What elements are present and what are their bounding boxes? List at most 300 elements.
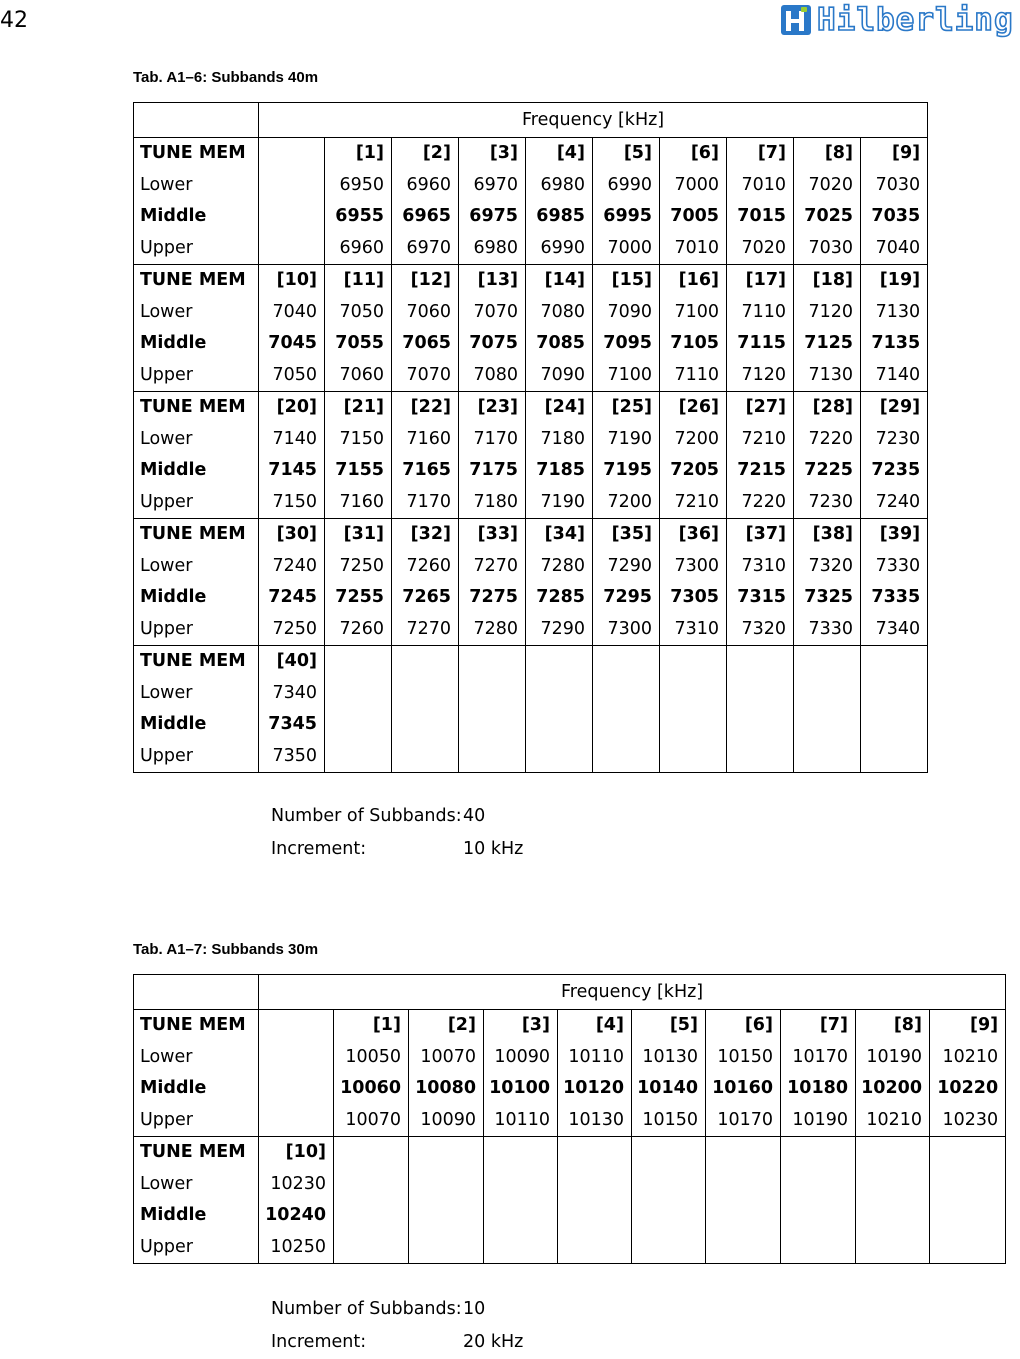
upper-freq: 7260 bbox=[339, 618, 384, 639]
tune-mem-index: [1] bbox=[355, 143, 384, 163]
row-label: Middle bbox=[140, 333, 207, 353]
subband-cell bbox=[706, 1010, 781, 1137]
table-30m-caption: Tab. A1–7: Subbands 30m bbox=[133, 941, 319, 958]
tune-mem-index: [26] bbox=[678, 397, 719, 417]
upper-freq: 6970 bbox=[406, 237, 451, 258]
row-label: Middle bbox=[140, 206, 207, 226]
subband-cell bbox=[459, 265, 526, 392]
middle-freq bbox=[794, 709, 860, 741]
middle-freq bbox=[558, 1200, 631, 1232]
middle-freq: 10080 bbox=[415, 1078, 476, 1098]
upper-freq: 7160 bbox=[339, 491, 384, 512]
tune-mem-index: [22] bbox=[410, 397, 451, 417]
subband-cell bbox=[727, 646, 794, 773]
upper-freq bbox=[706, 1232, 780, 1264]
lower-freq bbox=[781, 1169, 855, 1201]
tune-mem-index: [31] bbox=[343, 524, 384, 544]
middle-freq: 7105 bbox=[670, 333, 719, 353]
upper-freq: 10210 bbox=[866, 1109, 922, 1130]
upper-freq bbox=[593, 741, 659, 773]
upper-freq: 7230 bbox=[808, 491, 853, 512]
tune-mem-index: [19] bbox=[879, 270, 921, 290]
row-label: Lower bbox=[140, 555, 193, 576]
tune-mem-index: [5] bbox=[623, 143, 652, 163]
subband-cell bbox=[794, 265, 861, 392]
lower-freq: 7130 bbox=[875, 301, 921, 322]
table-40m bbox=[133, 102, 928, 773]
tune-mem-index: [27] bbox=[745, 397, 786, 417]
lower-freq bbox=[856, 1169, 929, 1201]
upper-freq bbox=[660, 741, 726, 773]
table-30m bbox=[133, 974, 1006, 1264]
row-label: Upper bbox=[140, 745, 193, 766]
upper-freq: 7060 bbox=[339, 364, 384, 385]
subband-cell bbox=[930, 1010, 1006, 1137]
subband-cell bbox=[409, 1010, 484, 1137]
subband-group-row bbox=[134, 392, 928, 519]
subband-cell bbox=[861, 138, 928, 265]
subband-cell bbox=[660, 392, 727, 519]
middle-freq: 7185 bbox=[536, 460, 585, 480]
subband-cell bbox=[660, 519, 727, 646]
lower-freq bbox=[930, 1169, 1005, 1201]
tune-mem-index bbox=[593, 646, 659, 678]
tune-mem-index bbox=[409, 1137, 483, 1169]
upper-freq bbox=[727, 741, 793, 773]
subband-cell bbox=[781, 1137, 856, 1264]
middle-freq: 7085 bbox=[536, 333, 585, 353]
upper-freq: 10130 bbox=[568, 1109, 624, 1130]
subband-cell bbox=[593, 646, 660, 773]
tune-mem-index: [30] bbox=[276, 524, 317, 544]
middle-freq: 7075 bbox=[469, 333, 518, 353]
subband-cell bbox=[593, 138, 660, 265]
lower-freq: 6960 bbox=[406, 174, 451, 195]
lower-freq: 6970 bbox=[473, 174, 518, 195]
subband-cell bbox=[558, 1137, 632, 1264]
row-label: TUNE MEM bbox=[140, 143, 246, 163]
lower-freq: 7240 bbox=[272, 555, 317, 576]
middle-freq: 10160 bbox=[712, 1078, 773, 1098]
subband-cell bbox=[593, 392, 660, 519]
row-label: Lower bbox=[140, 301, 193, 322]
middle-freq: 10100 bbox=[489, 1078, 550, 1098]
row-label: Lower bbox=[140, 174, 193, 195]
upper-freq: 7080 bbox=[473, 364, 518, 385]
tune-mem-index bbox=[325, 646, 391, 678]
lower-freq: 7200 bbox=[674, 428, 719, 449]
upper-freq: 7170 bbox=[406, 491, 451, 512]
subband-cell bbox=[727, 519, 794, 646]
row-label: TUNE MEM bbox=[140, 397, 246, 417]
tune-mem-index: [24] bbox=[544, 397, 585, 417]
middle-freq bbox=[727, 709, 793, 741]
lower-freq bbox=[259, 1042, 333, 1074]
row-label: Middle bbox=[140, 714, 207, 734]
row-label: TUNE MEM bbox=[140, 270, 246, 290]
middle-freq: 7225 bbox=[804, 460, 853, 480]
lower-freq: 7270 bbox=[473, 555, 518, 576]
middle-freq: 7145 bbox=[268, 460, 317, 480]
header-row bbox=[134, 103, 928, 138]
subband-cell bbox=[459, 646, 526, 773]
upper-freq: 10110 bbox=[494, 1109, 550, 1130]
subband-cell bbox=[930, 1137, 1006, 1264]
lower-freq: 7110 bbox=[741, 301, 786, 322]
lower-freq bbox=[392, 678, 458, 710]
upper-freq: 7070 bbox=[406, 364, 451, 385]
tune-mem-index bbox=[558, 1137, 631, 1169]
upper-freq: 7120 bbox=[741, 364, 786, 385]
middle-freq: 7205 bbox=[670, 460, 719, 480]
tune-mem-index bbox=[660, 646, 726, 678]
tune-mem-index bbox=[781, 1137, 855, 1169]
tune-mem-index: [33] bbox=[477, 524, 518, 544]
subband-cell bbox=[861, 392, 928, 519]
lower-freq: 7190 bbox=[607, 428, 652, 449]
increment-value: 20 kHz bbox=[463, 1332, 524, 1352]
upper-freq: 7300 bbox=[607, 618, 652, 639]
middle-freq: 7275 bbox=[469, 587, 518, 607]
upper-freq: 7340 bbox=[875, 618, 921, 639]
tune-mem-index: [9] bbox=[891, 143, 921, 163]
subband-cell bbox=[259, 646, 325, 773]
lower-freq: 10210 bbox=[942, 1046, 999, 1067]
subband-count-label: Number of Subbands: bbox=[271, 1299, 462, 1319]
tune-mem-index: [17] bbox=[745, 270, 786, 290]
middle-freq: 6975 bbox=[469, 206, 518, 226]
tune-mem-index: [21] bbox=[343, 397, 384, 417]
lower-freq: 6950 bbox=[339, 174, 384, 195]
lower-freq bbox=[484, 1169, 557, 1201]
tune-mem-index bbox=[459, 646, 525, 678]
tune-mem-index: [11] bbox=[343, 270, 384, 290]
header-blank-cell bbox=[134, 975, 259, 1010]
upper-freq: 7350 bbox=[272, 745, 317, 766]
subband-group-row bbox=[134, 646, 928, 773]
middle-freq: 10180 bbox=[787, 1078, 848, 1098]
middle-freq bbox=[259, 201, 324, 233]
upper-freq: 7330 bbox=[808, 618, 853, 639]
upper-freq bbox=[259, 233, 324, 265]
tune-mem-index bbox=[484, 1137, 557, 1169]
tune-mem-index: [40] bbox=[276, 651, 317, 671]
lower-freq: 6990 bbox=[607, 174, 652, 195]
subband-cell bbox=[558, 1010, 632, 1137]
row-label: Lower bbox=[140, 1173, 193, 1194]
middle-freq: 7175 bbox=[469, 460, 518, 480]
lower-freq: 10130 bbox=[642, 1046, 698, 1067]
row-label: TUNE MEM bbox=[140, 524, 246, 544]
middle-freq bbox=[259, 1073, 333, 1105]
header-row bbox=[134, 975, 1006, 1010]
tune-mem-index: [28] bbox=[812, 397, 853, 417]
lower-freq bbox=[526, 678, 592, 710]
row-label: Upper bbox=[140, 1236, 193, 1257]
middle-freq: 10140 bbox=[637, 1078, 698, 1098]
upper-freq: 7050 bbox=[272, 364, 317, 385]
tune-mem-index: [10] bbox=[276, 270, 317, 290]
subband-count-value: 40 bbox=[463, 806, 486, 826]
row-label: Upper bbox=[140, 237, 193, 258]
row-label: Middle bbox=[140, 1205, 207, 1225]
subband-cell bbox=[794, 392, 861, 519]
upper-freq bbox=[930, 1232, 1005, 1264]
subband-cell bbox=[660, 265, 727, 392]
lower-freq: 7290 bbox=[607, 555, 652, 576]
table-30m-summary bbox=[271, 1293, 523, 1359]
frequency-header: Frequency [kHz] bbox=[259, 975, 1006, 1010]
subband-group-row bbox=[134, 138, 928, 265]
middle-freq: 7055 bbox=[335, 333, 384, 353]
increment-label: Increment: bbox=[271, 1332, 367, 1352]
tune-mem-index: [2] bbox=[447, 1015, 476, 1035]
lower-freq: 10090 bbox=[494, 1046, 550, 1067]
upper-freq: 6980 bbox=[473, 237, 518, 258]
upper-freq: 7310 bbox=[674, 618, 719, 639]
middle-freq: 7325 bbox=[804, 587, 853, 607]
middle-freq bbox=[392, 709, 458, 741]
subband-cell bbox=[325, 265, 392, 392]
subband-cell bbox=[334, 1137, 409, 1264]
middle-freq: 10120 bbox=[563, 1078, 624, 1098]
frequency-header: Frequency [kHz] bbox=[259, 103, 928, 138]
row-label: Upper bbox=[140, 1109, 193, 1130]
subband-count-value: 10 bbox=[463, 1299, 486, 1319]
tune-mem-index: [37] bbox=[745, 524, 786, 544]
upper-freq: 10190 bbox=[792, 1109, 848, 1130]
upper-freq: 7040 bbox=[875, 237, 921, 258]
middle-freq: 6955 bbox=[335, 206, 384, 226]
upper-freq: 7090 bbox=[540, 364, 585, 385]
middle-freq bbox=[334, 1200, 408, 1232]
subband-cell bbox=[794, 138, 861, 265]
lower-freq bbox=[861, 678, 927, 710]
lower-freq bbox=[706, 1169, 780, 1201]
subband-cell bbox=[526, 138, 593, 265]
upper-freq bbox=[259, 1105, 333, 1137]
middle-freq: 7065 bbox=[402, 333, 451, 353]
middle-freq: 7305 bbox=[670, 587, 719, 607]
tune-mem-index: [9] bbox=[969, 1015, 999, 1035]
tune-mem-index bbox=[259, 1010, 333, 1042]
lower-freq: 10110 bbox=[568, 1046, 624, 1067]
hilberling-logo bbox=[781, 2, 1014, 38]
tune-mem-index bbox=[856, 1137, 929, 1169]
middle-freq bbox=[861, 709, 927, 741]
lower-freq: 10070 bbox=[420, 1046, 476, 1067]
upper-freq: 10150 bbox=[642, 1109, 698, 1130]
upper-freq: 7250 bbox=[272, 618, 317, 639]
tune-mem-index bbox=[727, 646, 793, 678]
upper-freq: 7000 bbox=[607, 237, 652, 258]
subband-cell bbox=[409, 1137, 484, 1264]
lower-freq: 7180 bbox=[540, 428, 585, 449]
upper-freq bbox=[325, 741, 391, 773]
lower-freq: 7040 bbox=[272, 301, 317, 322]
subband-cell bbox=[593, 265, 660, 392]
upper-freq: 7150 bbox=[272, 491, 317, 512]
lower-freq bbox=[409, 1169, 483, 1201]
middle-freq bbox=[706, 1200, 780, 1232]
tune-mem-index: [7] bbox=[819, 1015, 848, 1035]
lower-freq: 7100 bbox=[674, 301, 719, 322]
middle-freq: 7335 bbox=[871, 587, 921, 607]
tune-mem-index bbox=[334, 1137, 408, 1169]
lower-freq: 7140 bbox=[272, 428, 317, 449]
middle-freq bbox=[632, 1200, 705, 1232]
row-labels-cell bbox=[134, 1010, 259, 1137]
lower-freq: 7010 bbox=[741, 174, 786, 195]
subband-cell bbox=[593, 519, 660, 646]
row-label: Upper bbox=[140, 364, 193, 385]
subband-cell bbox=[325, 138, 392, 265]
lower-freq: 7250 bbox=[339, 555, 384, 576]
row-label: TUNE MEM bbox=[140, 1015, 246, 1035]
lower-freq: 10190 bbox=[866, 1046, 922, 1067]
upper-freq: 10090 bbox=[420, 1109, 476, 1130]
subband-cell bbox=[259, 1137, 334, 1264]
subband-cell bbox=[727, 265, 794, 392]
subband-cell bbox=[632, 1137, 706, 1264]
subband-group-row bbox=[134, 519, 928, 646]
tune-mem-index: [12] bbox=[410, 270, 451, 290]
upper-freq: 7010 bbox=[674, 237, 719, 258]
middle-freq bbox=[325, 709, 391, 741]
middle-freq bbox=[459, 709, 525, 741]
upper-freq: 10230 bbox=[942, 1109, 999, 1130]
upper-freq bbox=[632, 1232, 705, 1264]
subband-cell bbox=[861, 519, 928, 646]
subband-cell bbox=[484, 1137, 558, 1264]
lower-freq bbox=[325, 678, 391, 710]
lower-freq: 7230 bbox=[875, 428, 921, 449]
upper-freq bbox=[526, 741, 592, 773]
row-label: Lower bbox=[140, 428, 193, 449]
middle-freq: 7015 bbox=[737, 206, 786, 226]
lower-freq: 7260 bbox=[406, 555, 451, 576]
subband-cell bbox=[259, 265, 325, 392]
subband-cell bbox=[259, 392, 325, 519]
middle-freq bbox=[484, 1200, 557, 1232]
upper-freq bbox=[409, 1232, 483, 1264]
upper-freq bbox=[459, 741, 525, 773]
tune-mem-index: [18] bbox=[812, 270, 853, 290]
tune-mem-index: [39] bbox=[879, 524, 921, 544]
upper-freq: 7020 bbox=[741, 237, 786, 258]
upper-freq: 10070 bbox=[345, 1109, 401, 1130]
middle-freq: 6995 bbox=[603, 206, 652, 226]
middle-freq: 7005 bbox=[670, 206, 719, 226]
subband-cell bbox=[325, 646, 392, 773]
subband-count-label: Number of Subbands: bbox=[271, 806, 462, 826]
middle-freq: 7245 bbox=[268, 587, 317, 607]
tune-mem-index: [3] bbox=[489, 143, 518, 163]
tune-mem-index bbox=[259, 138, 324, 170]
row-label: TUNE MEM bbox=[140, 651, 246, 671]
upper-freq bbox=[334, 1232, 408, 1264]
upper-freq: 6960 bbox=[339, 237, 384, 258]
subband-cell bbox=[660, 138, 727, 265]
subband-cell bbox=[856, 1137, 930, 1264]
upper-freq bbox=[861, 741, 927, 773]
subband-cell bbox=[526, 265, 593, 392]
upper-freq: 6990 bbox=[540, 237, 585, 258]
middle-freq: 7155 bbox=[335, 460, 384, 480]
tune-mem-index: [6] bbox=[690, 143, 719, 163]
tune-mem-index: [38] bbox=[812, 524, 853, 544]
subband-cell bbox=[861, 265, 928, 392]
subband-cell bbox=[660, 646, 727, 773]
row-labels-cell bbox=[134, 519, 259, 646]
row-labels-cell bbox=[134, 646, 259, 773]
middle-freq: 7255 bbox=[335, 587, 384, 607]
upper-freq: 7110 bbox=[674, 364, 719, 385]
upper-freq: 7290 bbox=[540, 618, 585, 639]
tune-mem-index bbox=[861, 646, 927, 678]
tune-mem-index: [3] bbox=[521, 1015, 550, 1035]
upper-freq: 7220 bbox=[741, 491, 786, 512]
subband-cell bbox=[706, 1137, 781, 1264]
subband-cell bbox=[392, 646, 459, 773]
subband-group-row bbox=[134, 1137, 1006, 1264]
subband-cell bbox=[861, 646, 928, 773]
lower-freq: 10170 bbox=[792, 1046, 848, 1067]
lower-freq bbox=[259, 170, 324, 202]
lower-freq: 7000 bbox=[674, 174, 719, 195]
middle-freq bbox=[660, 709, 726, 741]
tune-mem-index: [5] bbox=[669, 1015, 698, 1035]
middle-freq: 10060 bbox=[340, 1078, 401, 1098]
page-number: 42 bbox=[0, 8, 28, 33]
upper-freq: 10170 bbox=[717, 1109, 773, 1130]
upper-freq: 7180 bbox=[473, 491, 518, 512]
tune-mem-index: [6] bbox=[744, 1015, 773, 1035]
lower-freq: 7030 bbox=[875, 174, 921, 195]
subband-cell bbox=[794, 646, 861, 773]
upper-freq: 7320 bbox=[741, 618, 786, 639]
row-labels-cell bbox=[134, 1137, 259, 1264]
logo-mark-icon bbox=[781, 5, 811, 35]
lower-freq bbox=[558, 1169, 631, 1201]
middle-freq: 6965 bbox=[402, 206, 451, 226]
upper-freq: 7140 bbox=[875, 364, 921, 385]
logo-text: Hilberling bbox=[817, 2, 1014, 38]
subband-cell bbox=[392, 392, 459, 519]
subband-cell bbox=[392, 265, 459, 392]
tune-mem-index: [4] bbox=[556, 143, 585, 163]
lower-freq bbox=[794, 678, 860, 710]
subband-cell bbox=[484, 1010, 558, 1137]
middle-freq bbox=[781, 1200, 855, 1232]
subband-cell bbox=[259, 1010, 334, 1137]
lower-freq: 7050 bbox=[339, 301, 384, 322]
upper-freq: 7200 bbox=[607, 491, 652, 512]
tune-mem-index: [13] bbox=[477, 270, 518, 290]
upper-freq: 7190 bbox=[540, 491, 585, 512]
tune-mem-index: [14] bbox=[544, 270, 585, 290]
middle-freq bbox=[930, 1200, 1005, 1232]
row-label: Lower bbox=[140, 682, 193, 703]
tune-mem-index: [4] bbox=[595, 1015, 624, 1035]
tune-mem-index: [16] bbox=[678, 270, 719, 290]
lower-freq: 7020 bbox=[808, 174, 853, 195]
row-labels-cell bbox=[134, 138, 259, 265]
row-label: Upper bbox=[140, 491, 193, 512]
tune-mem-index bbox=[706, 1137, 780, 1169]
tune-mem-index: [1] bbox=[372, 1015, 401, 1035]
upper-freq bbox=[558, 1232, 631, 1264]
